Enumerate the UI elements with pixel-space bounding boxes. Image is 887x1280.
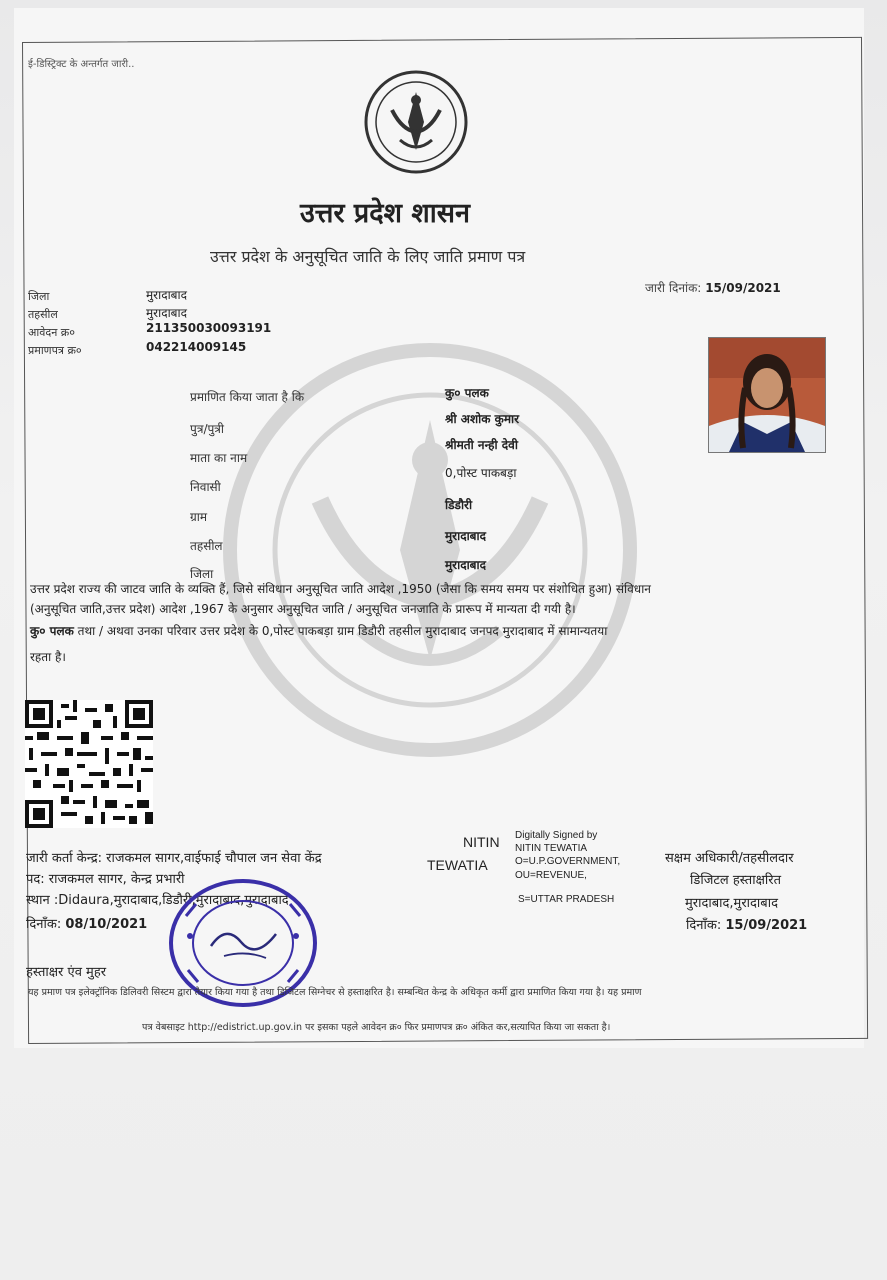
field-label-tehsil: तहसील (190, 539, 223, 553)
digital-sig-line-3: O=U.P.GOVERNMENT, (515, 856, 621, 867)
issuer-center: जारी कर्ता केन्द्र: राजकमल सागर,वाईफाई चौपाल जन सेवा केंद्र (26, 851, 322, 866)
body-line-1: उत्तर प्रदेश राज्य की जाटव जाति के व्यक्ति हैं, जिसे संविधान अनुसूचित जाति आदेश ,1950 (जैसा कि समय समय पर संशोधित हुआ) संविधान (30, 582, 651, 596)
header-note: ई-डिस्ट्रिक्ट के अन्तर्गत जारी.. (28, 59, 135, 70)
meta-label-tehsil: तहसील (28, 308, 58, 321)
issuer-date (26, 914, 147, 932)
field-value-mother: श्रीमती नन्ही देवी (445, 438, 518, 452)
field-label-resident: निवासी (190, 480, 221, 494)
page-title: उत्तर प्रदेश शासन (300, 198, 470, 229)
field-label-village: ग्राम (190, 510, 208, 524)
body-line-4: रहता है। (30, 650, 66, 664)
field-value-district: मुरादाबाद (445, 558, 487, 572)
applicant-photo (708, 337, 826, 453)
issue-date-label: जारी दिनांक: (645, 281, 702, 295)
up-emblem-icon (362, 70, 470, 174)
digital-sig-line-5: S=UTTAR PRADESH (518, 894, 615, 905)
page-subtitle: उत्तर प्रदेश के अनुसूचित जाति के लिए जाति प्रमाण पत्र (210, 247, 526, 266)
field-value-father: श्री अशोक कुमार (445, 412, 520, 426)
issuer-date-label: दिनाँक: (26, 917, 62, 932)
qr-code-icon[interactable] (25, 700, 153, 828)
body-line-3-name: कु० पलक (30, 624, 74, 638)
issuer-place: स्थान :Didaura,मुरादाबाद,डिडौरी,मुरादाबाद,मुरादाबाद (26, 893, 289, 908)
field-label-certified: प्रमाणित किया जाता है कि (190, 390, 305, 404)
digital-sig-name-2: TEWATIA (427, 857, 488, 873)
field-label-district: जिला (190, 567, 214, 581)
officer-date (686, 915, 807, 933)
officer-line-1: सक्षम अधिकारी/तहसीलदार (665, 851, 794, 866)
digital-sig-line-4: OU=REVENUE, (515, 870, 587, 881)
footer-line-2: पत्र वेबसाइट http://edistrict.up.gov.in पर इसका पहले आवेदन क्र० फिर प्रमाणपत्र क्र० अंकित कर,सत्यापित किया जा सकता है। (142, 1022, 611, 1033)
meta-label-application: आवेदन क्र० (28, 326, 75, 339)
body-line-3 (30, 622, 607, 641)
issuer-post: पद: राजकमल सागर, केन्द्र प्रभारी (26, 872, 185, 887)
meta-value-application: 211350030093191 (146, 321, 272, 335)
field-label-child-of: पुत्र/पुत्री (190, 422, 225, 436)
footer-line-1: यह प्रमाण पत्र इलेक्ट्रॉनिक डिलिवरी सिस्टम द्वारा तैयार किया गया है तथा डिजिटल सिग्नेचर से हस्ताक्षरित है। सम्बन्धित केन्द्र के अधिकृत कर्मी द्वारा प्रमाणित किया गया है। यह प्रमाण (28, 987, 642, 998)
officer-line-2: डिजिटल हस्ताक्षरित (690, 873, 781, 888)
meta-label-district: जिला (28, 290, 50, 303)
meta-value-tehsil: मुरादाबाद (146, 306, 188, 320)
meta-value-district: मुरादाबाद (146, 288, 188, 302)
officer-date-label: दिनाँक: (686, 918, 722, 933)
officer-date-value: 15/09/2021 (725, 918, 808, 933)
field-value-village: डिडौरी (445, 498, 473, 512)
meta-value-certificate: 042214009145 (146, 340, 247, 354)
field-value-resident: 0,पोस्ट पाकबड़ा (445, 466, 517, 480)
officer-line-3: मुरादाबाद,मुरादाबाद (685, 896, 778, 911)
body-line-2: (अनुसूचित जाति,उत्तर प्रदेश) आदेश ,1967 के अनुसार अनुसूचित जाति / अनुसूचित जनजाति के प्रारूप में मान्यता दी गयी है। (30, 602, 576, 616)
issue-date-value: 15/09/2021 (705, 281, 781, 295)
digital-sig-line-2: NITIN TEWATIA (515, 843, 588, 854)
issue-date (645, 279, 781, 296)
digital-sig-line-1: Digitally Signed by (515, 830, 598, 841)
digital-sig-name-1: NITIN (463, 834, 500, 850)
field-value-tehsil: मुरादाबाद (445, 529, 487, 543)
issuer-date-value: 08/10/2021 (65, 917, 148, 932)
body-line-3-rest: तथा / अथवा उनका परिवार उत्तर प्रदेश के 0,पोस्ट पाकबड़ा ग्राम डिडौरी तहसील मुरादाबाद जनपद मुरादाबाद में सामान्यतया (73, 624, 608, 638)
meta-label-certificate: प्रमाणपत्र क्र० (28, 344, 82, 357)
field-label-mother: माता का नाम (190, 451, 248, 465)
field-value-name: कु० पलक (445, 386, 489, 400)
issuer-sign-label: हस्ताक्षर एंव मुहर (26, 965, 107, 980)
